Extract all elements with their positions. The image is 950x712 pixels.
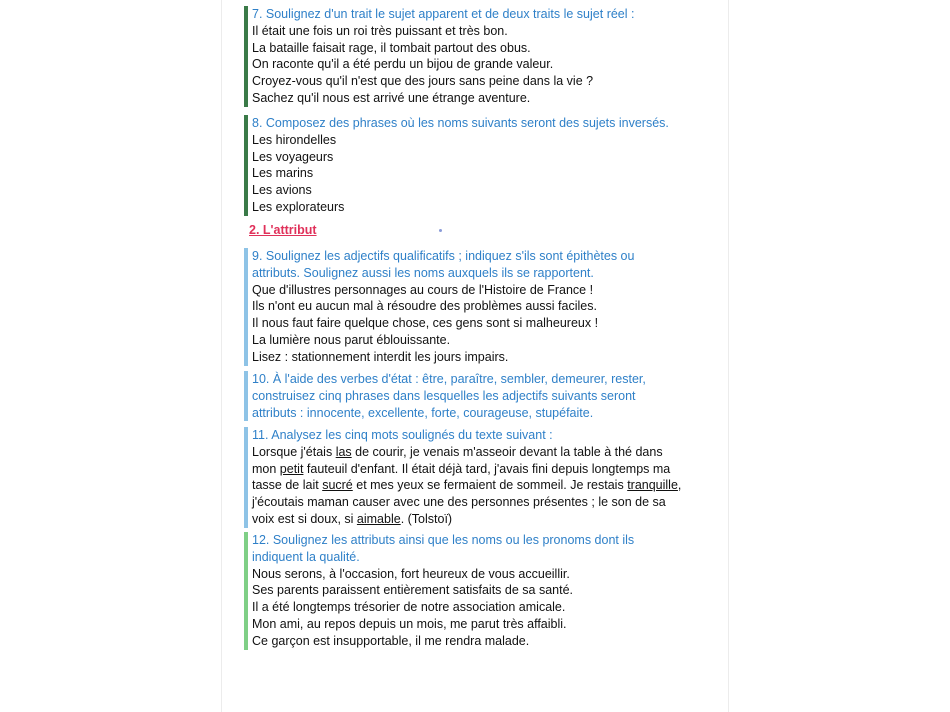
exercise-12-sentence: Ses parents paraissent entièrement satisfaits de sa santé. [252,583,574,598]
exercise-12-sentence: Nous serons, à l'occasion, fort heureux de vous accueillir. [252,566,570,581]
underlined-word-aimable: aimable [356,511,401,526]
exercise-8-noun: Les marins [252,166,314,181]
exercise-12-sentence: Ce garçon est insupportable, il me rendra malade. [252,633,530,648]
exercise-11-text-line [252,511,712,528]
exercise-7-sentence: Sachez qu'il nous est arrivé une étrange aventure. [252,90,531,105]
text-run: tasse de lait [252,478,323,493]
underlined-word-sucre: sucré [322,478,353,493]
exercise-11-instruction: 11. Analysez les cinq mots soulignés du texte suivant : [252,428,553,442]
exercise-8 [244,115,712,216]
exercise-7-instruction: 7. Soulignez d'un trait le sujet apparent et de deux traits le sujet réel : [252,7,635,21]
exercise-8-noun: Les explorateurs [252,199,345,214]
exercise-8-noun: Les hirondelles [252,132,337,147]
exercise-12-instruction-line: indiquent la qualité. [252,549,360,564]
exercise-9-sentence: Que d'illustres personnages au cours de l'Histoire de France ! [252,282,594,297]
exercise-7-sentence: Il était une fois un roi très puissant et très bon. [252,23,508,38]
exercise-9-instruction-line: attributs. Soulignez aussi les noms auxquels ils se rapportent. [252,265,594,280]
exercise-10-instruction-line: 10. À l'aide des verbes d'état : être, paraître, sembler, demeurer, rester, [252,372,646,386]
text-run: et mes yeux se fermaient de sommeil. Je restais [352,478,628,493]
exercise-9-sentence: Il nous faut faire quelque chose, ces gens sont si malheureux ! [252,316,599,331]
exercise-7-sentence: On raconte qu'il a été perdu un bijou de grande valeur. [252,57,554,72]
worksheet-page [222,0,728,712]
exercise-9-sentence: La lumière nous parut éblouissante. [252,332,451,347]
exercise-12-sentence: Mon ami, au repos depuis un mois, me parut très affaibli. [252,616,567,631]
text-run: fauteuil d'enfant. Il était déjà tard, j'avais fini depuis longtemps ma [303,461,671,476]
exercise-11-text-line [252,444,712,461]
exercise-10-instruction-line: construisez cinq phrases dans lesquelles les adjectifs suivants seront [252,388,636,403]
exercise-9-instruction-line: 9. Soulignez les adjectifs qualificatifs ; indiquez s'ils sont épithètes ou [252,249,635,263]
exercise-8-noun: Les voyageurs [252,149,334,164]
exercise-7-sentence: La bataille faisait rage, il tombait partout des obus. [252,40,531,55]
exercise-9-sentence: Ils n'ont eu aucun mal à résoudre des problèmes aussi faciles. [252,299,597,314]
exercise-11-text-line [252,477,712,494]
text-run: Lorsque j'étais [252,444,336,459]
underlined-word-las: las [335,444,352,459]
exercise-11-text-line: j'écoutais maman causer avec une des personnes présentes ; le son de sa [252,495,666,510]
underlined-word-tranquille: tranquille [627,478,678,493]
exercise-7 [244,6,712,107]
exercise-12-sentence: Il a été longtemps trésorier de notre association amicale. [252,600,566,615]
text-run: . (Tolstoï) [400,511,453,526]
exercise-7-sentence: Croyez-vous qu'il n'est que des jours sans peine dans la vie ? [252,74,594,89]
stray-dot [439,229,442,232]
text-run: mon [252,461,280,476]
text-run: , [677,478,682,493]
exercise-10-instruction-line: attributs : innocente, excellente, forte, courageuse, stupéfaite. [252,405,594,420]
text-run: voix est si doux, si [252,511,357,526]
exercise-12 [244,532,712,650]
exercise-8-noun: Les avions [252,183,312,198]
exercise-12-instruction-line: 12. Soulignez les attributs ainsi que les noms ou les pronoms dont ils [252,533,635,547]
exercise-8-instruction: 8. Composez des phrases où les noms suivants seront des sujets inversés. [252,116,669,130]
exercise-11 [244,427,712,528]
section-heading: 2. L'attribut [249,223,317,237]
exercise-9-sentence: Lisez : stationnement interdit les jours impairs. [252,349,509,364]
underlined-word-petit: petit [279,461,304,476]
exercise-11-text-line [252,461,712,478]
text-run: de courir, je venais m'asseoir devant la table à thé dans [351,444,663,459]
exercise-9 [244,248,712,366]
exercise-10 [244,371,712,421]
